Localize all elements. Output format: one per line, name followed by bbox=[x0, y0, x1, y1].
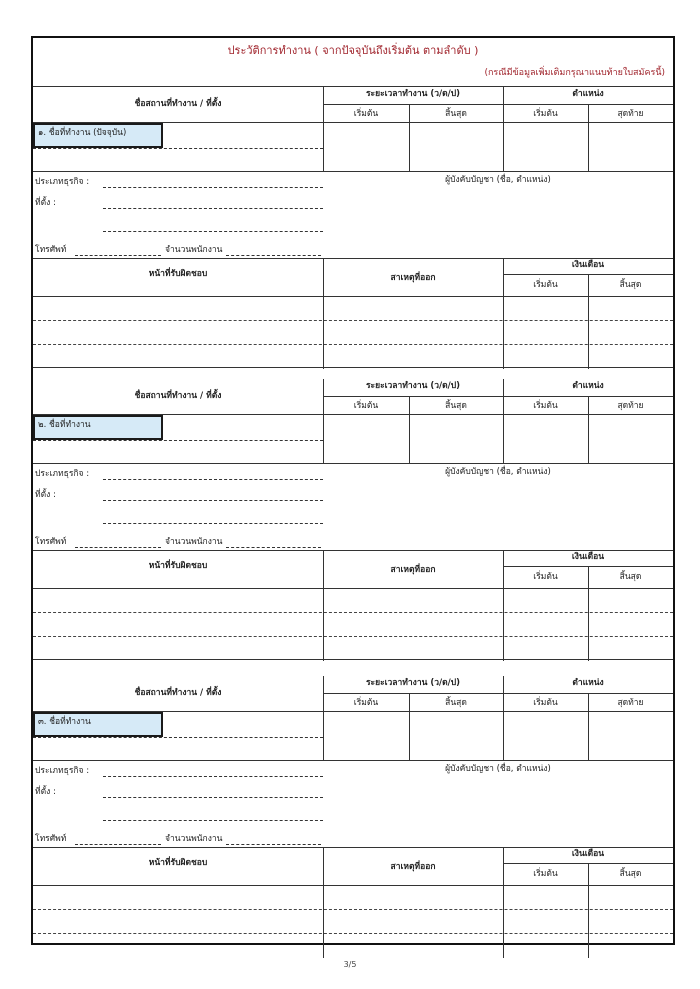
workplace-label: ๒. ชื่อที่ทำงาน bbox=[33, 415, 163, 440]
workplace-name-line[interactable] bbox=[33, 440, 323, 441]
col-line bbox=[588, 396, 589, 463]
col-line bbox=[588, 274, 589, 369]
duty-row[interactable] bbox=[33, 637, 323, 659]
header-period-start: เริ่มต้น bbox=[353, 109, 379, 119]
header-workplace: ชื่อสถานที่ทำงาน / ที่ตั้ง bbox=[134, 391, 222, 401]
header-reason: สาเหตุที่ออก bbox=[390, 273, 436, 283]
address-label: ที่ตั้ง : bbox=[35, 787, 56, 797]
employees-line[interactable] bbox=[226, 844, 321, 845]
employees-line[interactable] bbox=[226, 547, 321, 548]
col-line bbox=[409, 693, 410, 760]
header-period-end: สิ้นสุด bbox=[445, 698, 467, 708]
form-note: (กรณีมีข้อมูลเพิ่มเติมกรุณาแนบท้ายใบสมัครนี้) bbox=[484, 68, 665, 78]
header-position: ตำแหน่ง bbox=[572, 678, 604, 688]
header-reason: สาเหตุที่ออก bbox=[390, 862, 436, 872]
supervisor-label: ผู้บังคับบัญชา (ชื่อ, ตำแหน่ง) bbox=[445, 467, 551, 477]
duty-row[interactable] bbox=[33, 297, 323, 319]
header-subdivider bbox=[323, 396, 673, 397]
workplace-label: ๑. ชื่อที่ทำงาน (ปัจจุบัน) bbox=[33, 123, 163, 148]
header-reason: สาเหตุที่ออก bbox=[390, 565, 436, 575]
col-line bbox=[503, 847, 504, 958]
header-period: ระยะเวลาทำงาน (ว/ด/ป) bbox=[365, 678, 461, 688]
duty-row[interactable] bbox=[33, 910, 323, 932]
address-line-1[interactable] bbox=[103, 500, 323, 501]
header-period-start: เริ่มต้น bbox=[353, 698, 379, 708]
duty-row[interactable] bbox=[33, 345, 323, 367]
header-subdivider bbox=[323, 693, 673, 694]
row-divider bbox=[33, 463, 673, 464]
supervisor-field[interactable] bbox=[324, 479, 672, 549]
period-end-cell[interactable] bbox=[410, 415, 502, 463]
header-salary-start: เริ่มต้น bbox=[533, 869, 558, 879]
phone-label: โทรศัพท์ bbox=[35, 834, 67, 844]
col-line bbox=[409, 104, 410, 171]
col-line bbox=[588, 104, 589, 171]
section-bottom-line bbox=[33, 367, 673, 368]
header-position-start: เริ่มต้น bbox=[533, 698, 558, 708]
header-salary-end: สิ้นสุด bbox=[619, 280, 642, 290]
duty-row[interactable] bbox=[33, 934, 323, 956]
header-salary-end: สิ้นสุด bbox=[619, 869, 642, 879]
work-history-section-2 bbox=[33, 379, 673, 676]
row-divider bbox=[33, 847, 673, 848]
workplace-label: ๓. ชื่อที่ทำงาน bbox=[33, 712, 163, 737]
form-title: ประวัติการทำงาน ( จากปัจจุบันถึงเริ่มต้น ตามลำดับ ) bbox=[227, 44, 479, 57]
phone-label: โทรศัพท์ bbox=[35, 245, 67, 255]
business-type-line[interactable] bbox=[103, 776, 323, 777]
phone-label: โทรศัพท์ bbox=[35, 537, 67, 547]
supervisor-field[interactable] bbox=[324, 187, 672, 257]
period-start-cell[interactable] bbox=[324, 123, 408, 171]
page-number: 3/5 bbox=[343, 960, 357, 969]
col-line bbox=[588, 566, 589, 661]
col-line bbox=[323, 847, 324, 958]
header-period: ระยะเวลาทำงาน (ว/ด/ป) bbox=[365, 89, 461, 99]
position-start-cell[interactable] bbox=[504, 712, 587, 760]
col-line bbox=[323, 87, 324, 171]
address-line-1[interactable] bbox=[103, 208, 323, 209]
business-type-label: ประเภทธุรกิจ : bbox=[35, 766, 90, 776]
period-end-cell[interactable] bbox=[410, 123, 502, 171]
address-line-2[interactable] bbox=[103, 231, 323, 232]
address-label: ที่ตั้ง : bbox=[35, 198, 56, 208]
workplace-name-line[interactable] bbox=[33, 148, 323, 149]
col-line bbox=[503, 258, 504, 369]
header-duties: หน้าที่รับผิดชอบ bbox=[148, 269, 208, 279]
header-period-start: เริ่มต้น bbox=[353, 401, 379, 411]
col-line bbox=[503, 676, 504, 760]
business-type-line[interactable] bbox=[103, 187, 323, 188]
position-last-cell[interactable] bbox=[589, 712, 673, 760]
duty-row[interactable] bbox=[33, 613, 323, 635]
address-line-2[interactable] bbox=[103, 820, 323, 821]
header-position-last: สุดท้าย bbox=[617, 698, 644, 708]
phone-line[interactable] bbox=[75, 844, 161, 845]
position-last-cell[interactable] bbox=[589, 415, 673, 463]
phone-line[interactable] bbox=[75, 255, 161, 256]
period-start-cell[interactable] bbox=[324, 712, 408, 760]
col-line bbox=[588, 863, 589, 958]
header-position-last: สุดท้าย bbox=[617, 109, 644, 119]
business-type-line[interactable] bbox=[103, 479, 323, 480]
header-period: ระยะเวลาทำงาน (ว/ด/ป) bbox=[365, 381, 461, 391]
col-line bbox=[503, 87, 504, 171]
col-line bbox=[503, 550, 504, 661]
address-line-2[interactable] bbox=[103, 523, 323, 524]
header-workplace: ชื่อสถานที่ทำงาน / ที่ตั้ง bbox=[134, 688, 222, 698]
col-line bbox=[323, 258, 324, 369]
col-line bbox=[323, 676, 324, 760]
position-last-cell[interactable] bbox=[589, 123, 673, 171]
work-history-form bbox=[31, 36, 675, 945]
position-start-cell[interactable] bbox=[504, 123, 587, 171]
employees-line[interactable] bbox=[226, 255, 321, 256]
header-position: ตำแหน่ง bbox=[572, 89, 604, 99]
col-line bbox=[323, 379, 324, 463]
header-position-start: เริ่มต้น bbox=[533, 401, 558, 411]
col-line bbox=[503, 379, 504, 463]
row-divider bbox=[33, 258, 673, 259]
supervisor-field[interactable] bbox=[324, 776, 672, 846]
col-line bbox=[323, 550, 324, 661]
row-divider bbox=[33, 550, 673, 551]
header-salary: เงินเดือน bbox=[571, 552, 605, 562]
header-salary: เงินเดือน bbox=[571, 260, 605, 270]
header-salary-end: สิ้นสุด bbox=[619, 572, 642, 582]
business-type-label: ประเภทธุรกิจ : bbox=[35, 177, 90, 187]
business-type-label: ประเภทธุรกิจ : bbox=[35, 469, 90, 479]
employees-label: จำนวนพนักงาน bbox=[165, 537, 223, 547]
row-divider bbox=[33, 171, 673, 172]
period-start-cell[interactable] bbox=[324, 415, 408, 463]
header-salary-start: เริ่มต้น bbox=[533, 572, 558, 582]
supervisor-label: ผู้บังคับบัญชา (ชื่อ, ตำแหน่ง) bbox=[445, 764, 551, 774]
header-duties: หน้าที่รับผิดชอบ bbox=[148, 858, 208, 868]
work-history-section-3 bbox=[33, 676, 673, 945]
workplace-name-line[interactable] bbox=[33, 737, 323, 738]
header-salary-start: เริ่มต้น bbox=[533, 280, 558, 290]
duty-row[interactable] bbox=[33, 886, 323, 908]
duty-row[interactable] bbox=[33, 589, 323, 611]
header-position-start: เริ่มต้น bbox=[533, 109, 558, 119]
header-position-last: สุดท้าย bbox=[617, 401, 644, 411]
duty-row[interactable] bbox=[33, 321, 323, 343]
col-line bbox=[409, 396, 410, 463]
employees-label: จำนวนพนักงาน bbox=[165, 245, 223, 255]
header-workplace: ชื่อสถานที่ทำงาน / ที่ตั้ง bbox=[134, 99, 222, 109]
header-period-end: สิ้นสุด bbox=[445, 109, 467, 119]
header-salary: เงินเดือน bbox=[571, 849, 605, 859]
period-end-cell[interactable] bbox=[410, 712, 502, 760]
header-subdivider bbox=[323, 104, 673, 105]
header-position: ตำแหน่ง bbox=[572, 381, 604, 391]
phone-line[interactable] bbox=[75, 547, 161, 548]
position-start-cell[interactable] bbox=[504, 415, 587, 463]
address-label: ที่ตั้ง : bbox=[35, 490, 56, 500]
supervisor-label: ผู้บังคับบัญชา (ชื่อ, ตำแหน่ง) bbox=[445, 175, 551, 185]
header-duties: หน้าที่รับผิดชอบ bbox=[148, 561, 208, 571]
header-period-end: สิ้นสุด bbox=[445, 401, 467, 411]
row-divider bbox=[33, 760, 673, 761]
work-history-section-1 bbox=[33, 87, 673, 379]
section-bottom-line bbox=[33, 659, 673, 660]
col-line bbox=[588, 693, 589, 760]
employees-label: จำนวนพนักงาน bbox=[165, 834, 223, 844]
address-line-1[interactable] bbox=[103, 797, 323, 798]
